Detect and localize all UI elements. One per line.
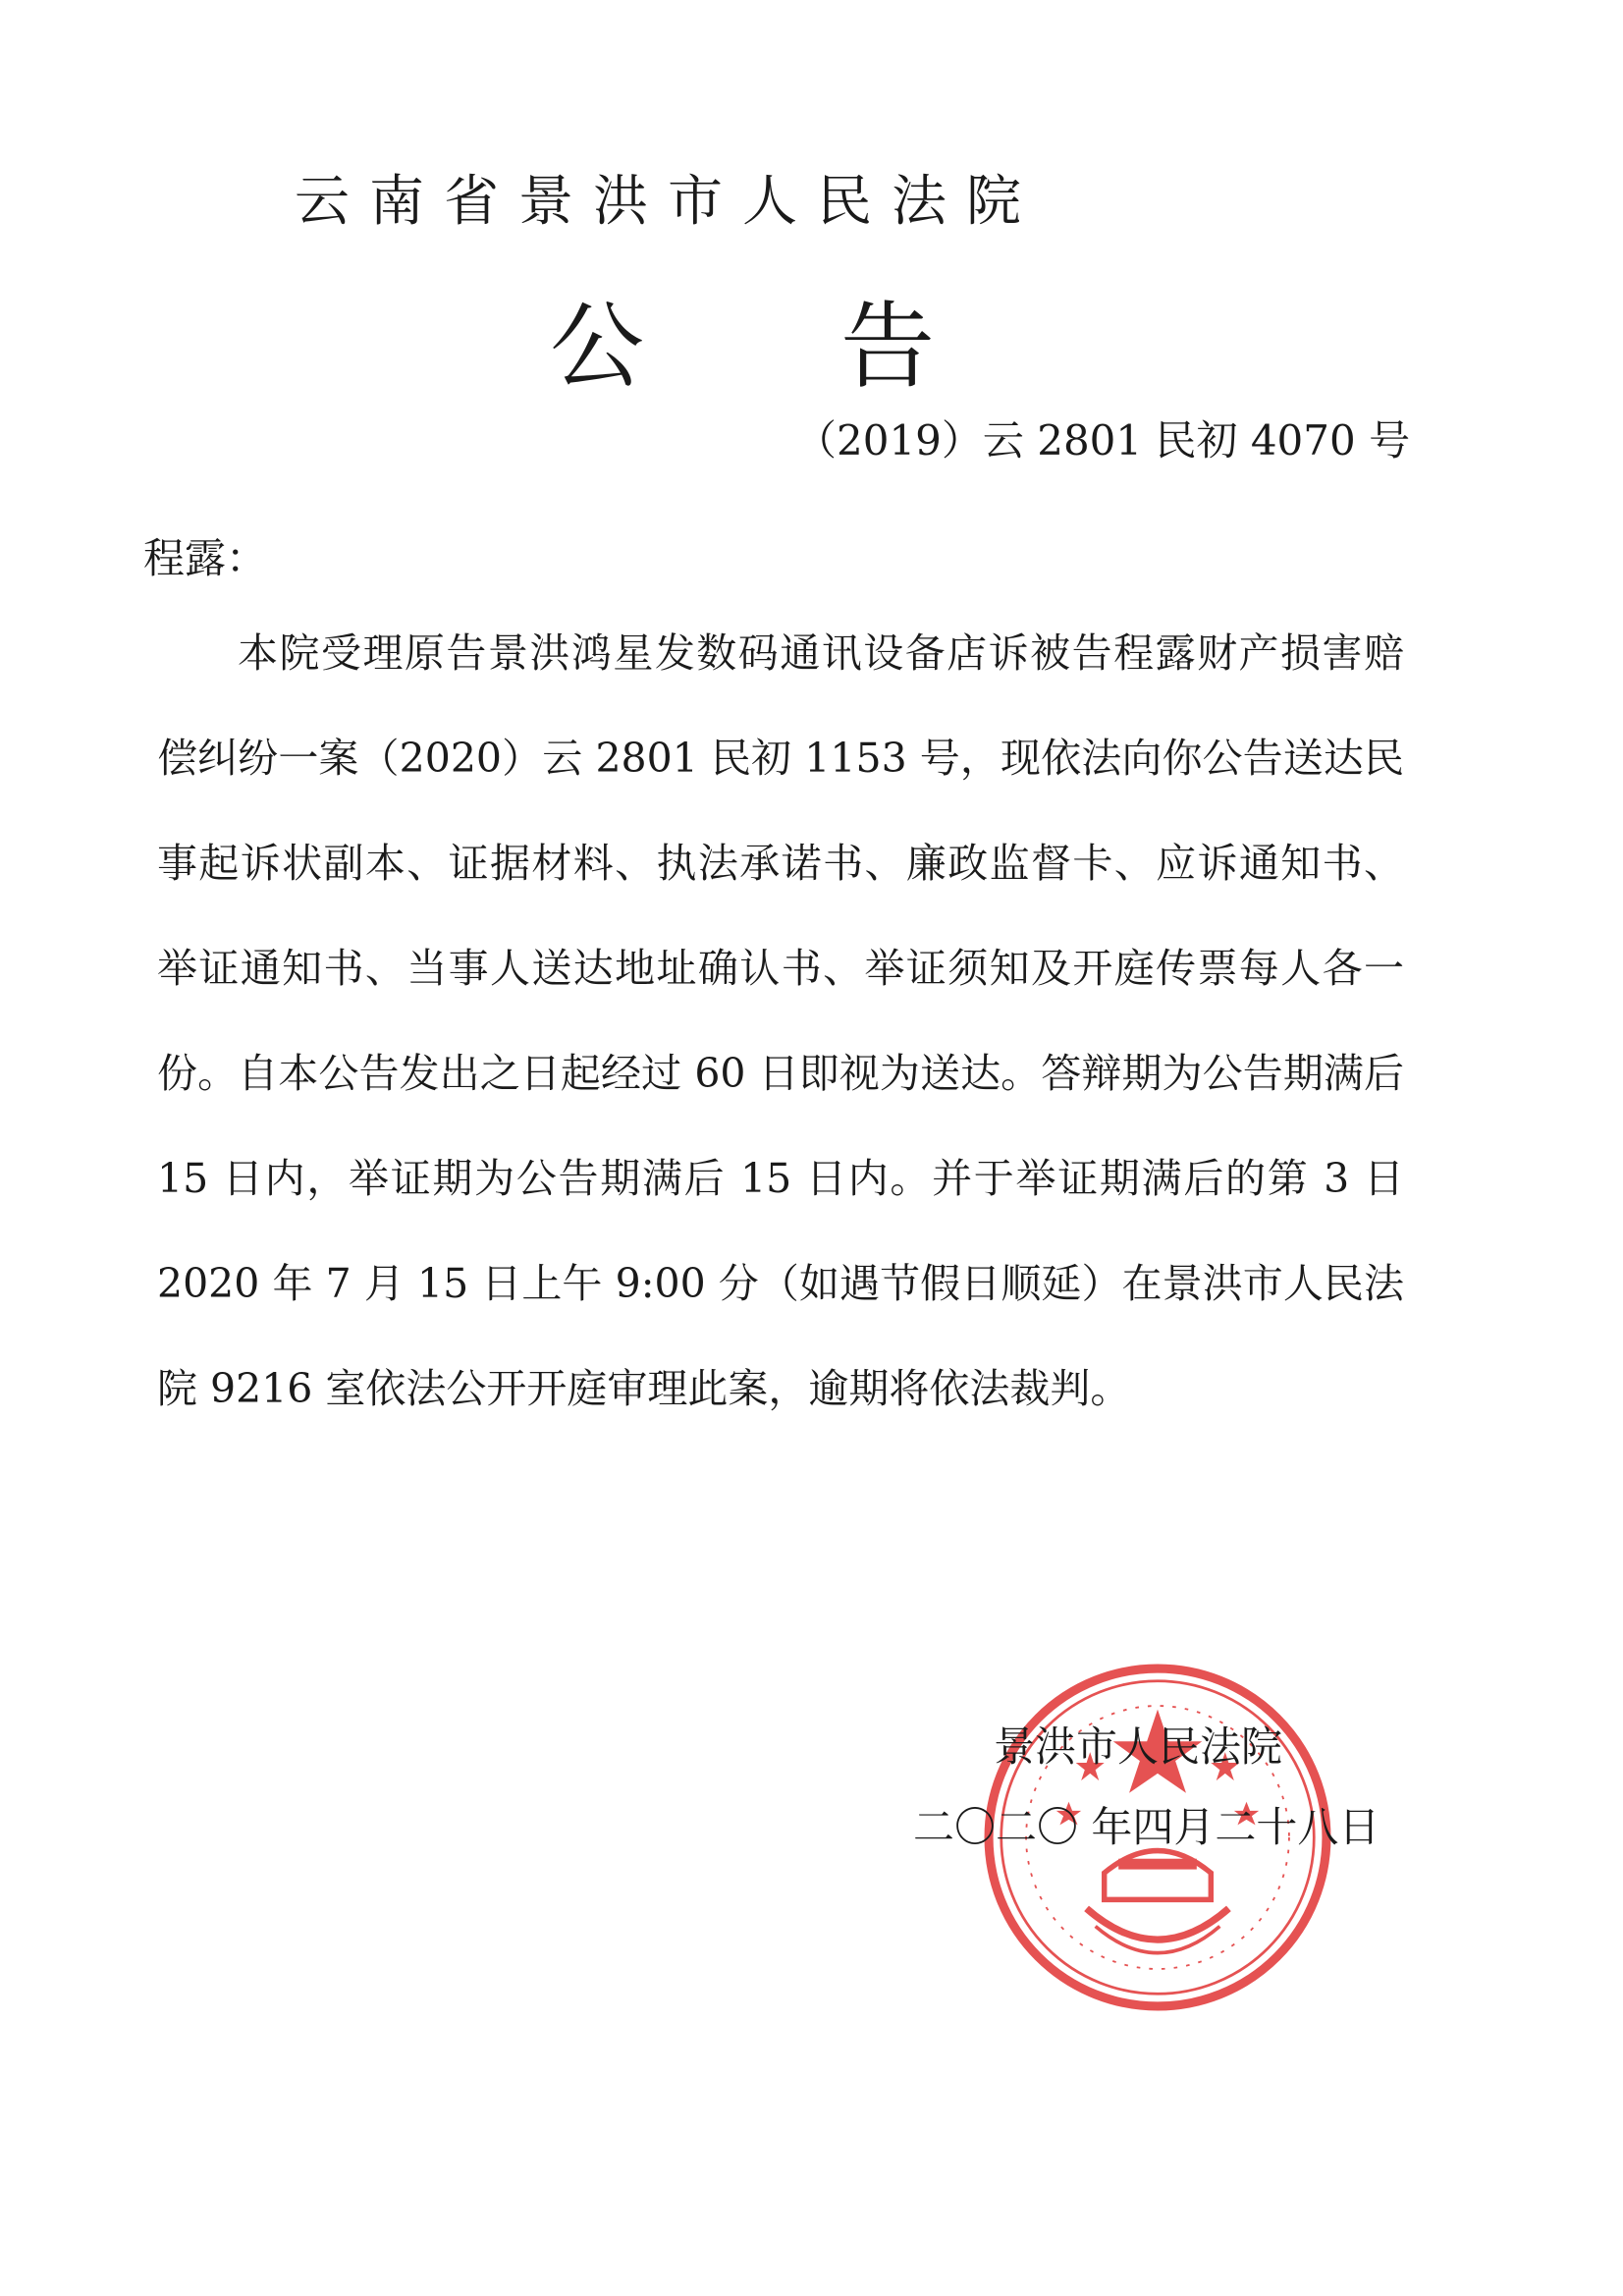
notice-body: 本院受理原告景洪鸿星发数码通讯设备店诉被告程露财产损害赔偿纠纷一案（2020）云 2801 民初 1153 号，现依法向你公告送达民事起诉状副本、证据材料、执法承诺书、廉政监督卡、应诉通知书、举证通知书、当事人送达地址确认书、举证须知及开庭传票每人各一份。自本公告发出之日起经过 60 日即视为送达。答辩期为公告期满后 15 日内，举证期为公告期满后 15 日内。并于举证期满后的第 3 日 2020 年 7 月 15 日上午 9:00 分（如遇节假日顺延）在景洪市人民法院 9216 室依法公开开庭审理此案，逾期将依法裁判。	[157, 629, 1404, 1412]
addressee: 程露：	[143, 534, 268, 582]
title-char-right: 告	[840, 292, 935, 402]
issue-date: 二〇二〇 年四月二十八日	[913, 1803, 1380, 1851]
signer-name: 景洪市人民法院	[994, 1722, 1283, 1771]
document-title	[550, 292, 935, 402]
case-number: （2019）云 2801 民初 4070 号	[795, 416, 1411, 465]
court-name-heading: 云南省景洪市人民法院	[295, 170, 1041, 234]
title-char-left: 公	[550, 292, 644, 402]
